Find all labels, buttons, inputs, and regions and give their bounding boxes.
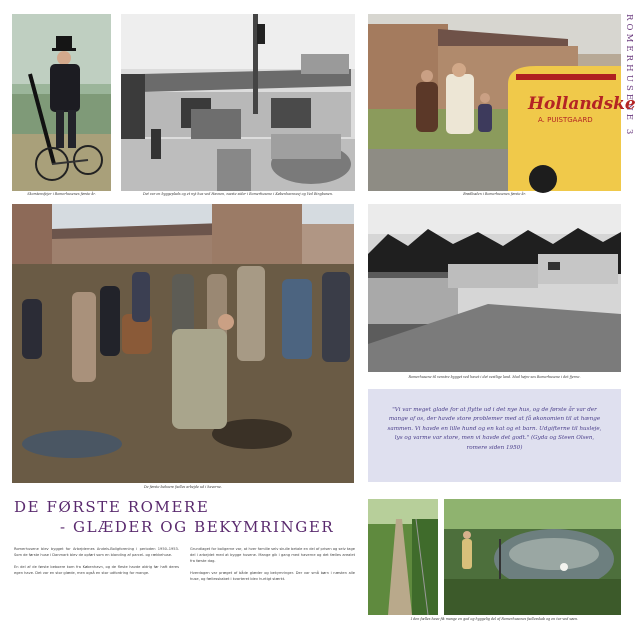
- side-title: ROMERHUSENE 3: [624, 14, 634, 138]
- photo-digging: [12, 204, 354, 483]
- body-column-1: [14, 546, 179, 582]
- van-brand-text: Hollandske: [528, 94, 636, 114]
- headline: [14, 497, 334, 537]
- photo-chimney-sweep: [12, 14, 111, 191]
- photo-construction: [121, 14, 355, 191]
- photo-pond: [444, 499, 621, 615]
- photo-digging-caption: De første beboere fælles arbejde ud i haverne.: [144, 485, 222, 489]
- quote-text: "Vi var meget glade for at flytte ud i det nye hus, og de første år var der mange af os, der havde store problemer med at få økonomien til at hænge sammen. Vi havde en lille hund og en kat og et barn. Udgifterne til husleje, lys og varme var store, men vi havde det godt." (Gyda og Steen Olsen, romere siden 1950): [387, 407, 602, 451]
- photo-houses: [368, 204, 621, 372]
- quote-box: [368, 389, 621, 482]
- photo-garden-path: [368, 499, 438, 615]
- photo-chimney-sweep-caption: Skorstensfejer i Romerhusenes første år.: [27, 192, 96, 196]
- headline-line1: DE FØRSTE ROMERE: [14, 498, 210, 516]
- body-paragraph: Hverdagen var præget af både glæder og bekymringer. Der var små børn i næsten alle huse, og fællesskabet i kvarteret blev hurtigt stærkt.: [190, 571, 355, 581]
- body-paragraph: En del af de første beboere kom fra København, og de fleste havde aldrig før haft deres egen have. Det var en stor glæde, men også en stor udfordring for mange.: [14, 565, 179, 575]
- photo-bread-van-caption: Brødbuden i Romerhusenes første år.: [463, 192, 526, 196]
- body-column-2: [190, 546, 355, 588]
- photo-pond-caption: I den fælles have fik mange en god og hyggelig del af Romerhusenes fællesskab og en tur ved søen.: [410, 617, 579, 621]
- van-name-text: A. PUISTGAARD: [538, 116, 593, 124]
- headline-line2: - GLÆDER OG BEKYMRINGER: [60, 518, 335, 536]
- body-paragraph: Romerhusene blev bygget for Arbejdernes Andels-Boligforening i perioden 1950–1953. Som de første huse i Danmark blev de opført som en blanding af parcel- og rækkehuse.: [14, 547, 179, 557]
- photo-houses-caption: Romerhusene til venstre bygget ved havet i det vestlige land. Mod højre ses Romerhusene i det fjerne.: [408, 375, 581, 379]
- photo-construction-caption: Det var en byggeplads og et nyt hus ved Havnen, næste sider i Romerhusene i Københavnsvej og Ved Ringbanen.: [142, 192, 334, 196]
- body-paragraph: Grundlaget for boligerne var, at hver familie selv skulle betale en del af prisen og selv tage del i arbejdet med at bygge husene. Mange gik i gang med haverne og det fælles arealet fra første dag.: [190, 547, 355, 563]
